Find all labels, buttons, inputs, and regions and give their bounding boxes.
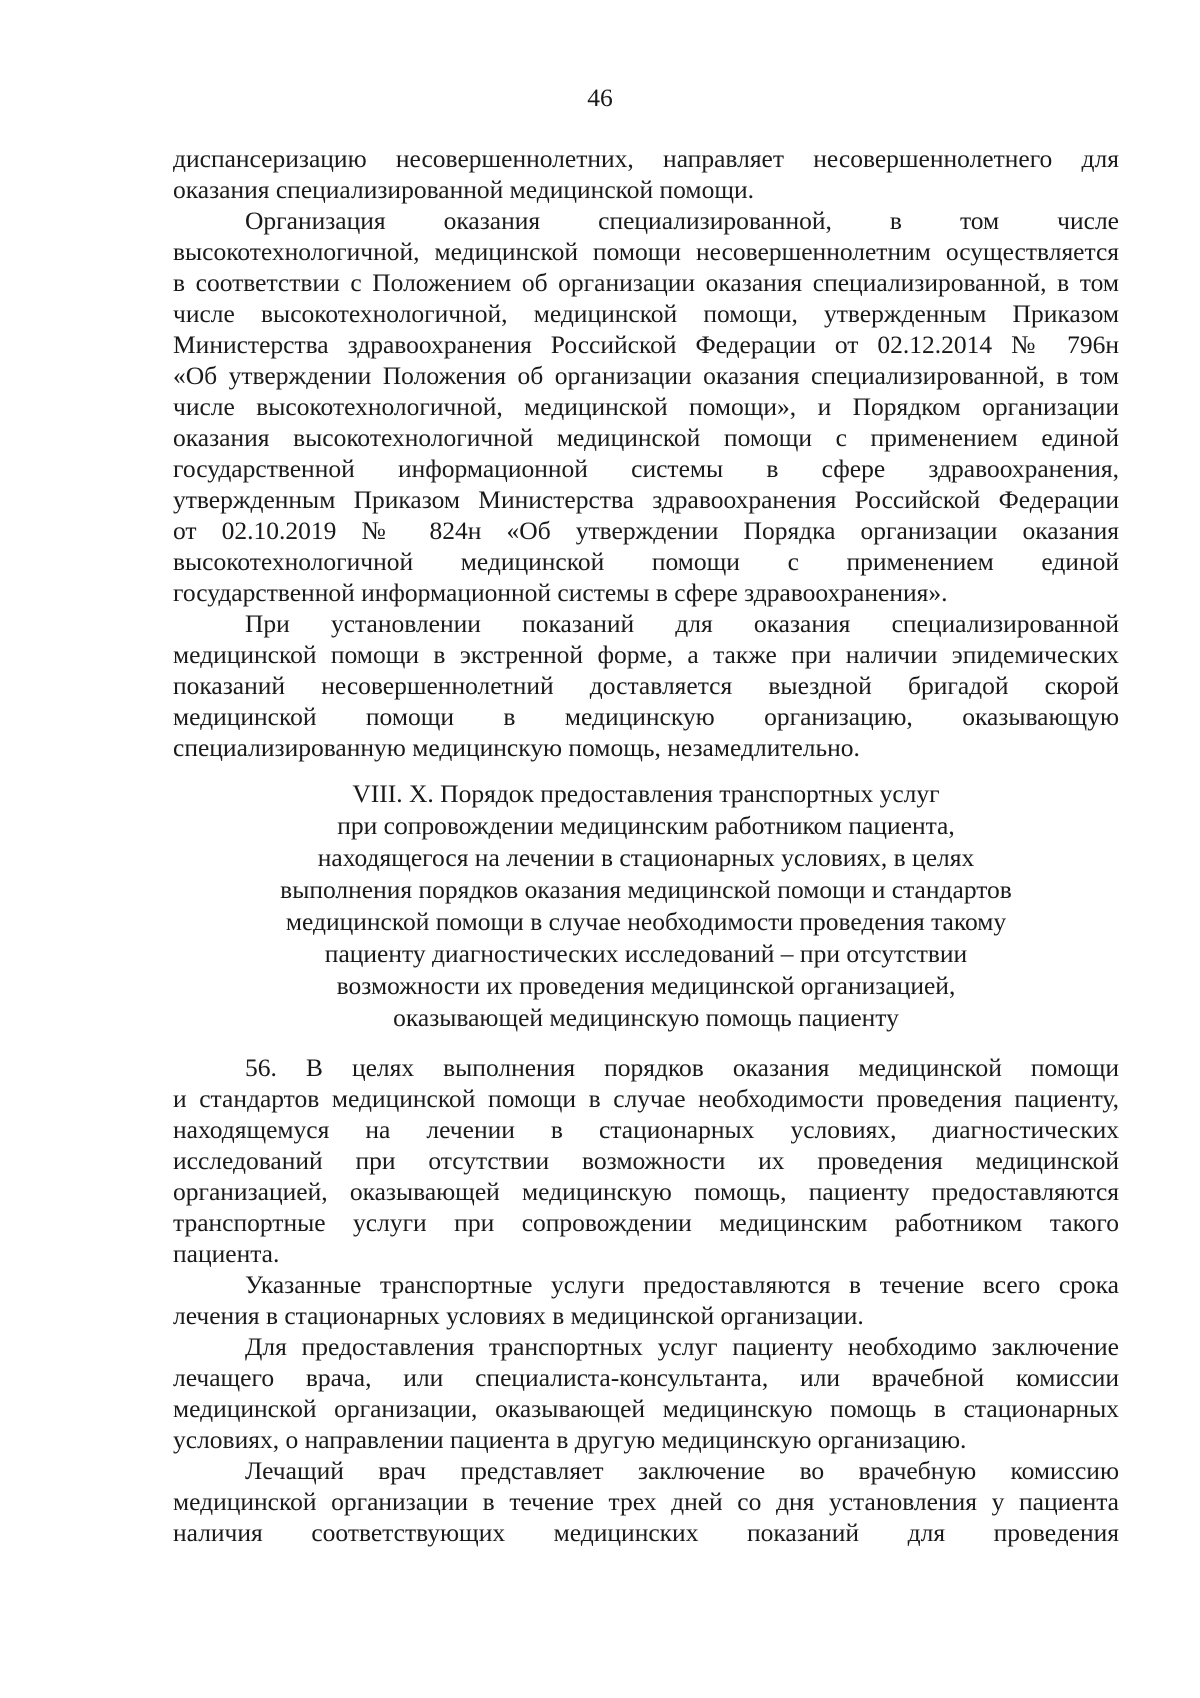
text-line: в соответствии с Положением об организации оказания специализированной, в том: [173, 268, 1119, 297]
text-line: числе высокотехнологичной, медицинской помощи», и Порядком организации: [173, 392, 1119, 421]
text-line: транспортные услуги при сопровождении медицинским работником такого: [173, 1208, 1119, 1237]
text-line: диспансеризацию несовершеннолетних, направляет несовершеннолетнего для: [173, 144, 1119, 173]
text-line: 56. В целях выполнения порядков оказания медицинской помощи: [245, 1053, 1119, 1082]
text-line: лечения в стационарных условиях в медицинской организации.: [173, 1301, 864, 1330]
text-line: медицинской организации в течение трех дней со дня установления у пациента: [173, 1487, 1119, 1516]
heading-line: VIII. X. Порядок предоставления транспортных услуг: [352, 779, 940, 808]
text-line: Для предоставления транспортных услуг пациенту необходимо заключение: [245, 1332, 1119, 1361]
heading-line: пациенту диагностических исследований – при отсутствии: [324, 939, 968, 968]
text-line: числе высокотехнологичной, медицинской помощи, утвержденным Приказом: [173, 299, 1119, 328]
text-line: организацией, оказывающей медицинскую помощь, пациенту предоставляются: [173, 1177, 1119, 1206]
text-line: оказания высокотехнологичной медицинской помощи с применением единой: [173, 423, 1119, 452]
section-heading: [173, 778, 1119, 1034]
text-line: высокотехнологичной, медицинской помощи несовершеннолетним осуществляется: [173, 237, 1119, 266]
text-line: от 02.10.2019 № 824н «Об утверждении Порядка организации оказания: [173, 516, 1119, 545]
text-line: находящемуся на лечении в стационарных условиях, диагностических: [173, 1115, 1119, 1144]
page-number: 46: [587, 83, 613, 112]
text-line: При установлении показаний для оказания специализированной: [245, 609, 1119, 638]
text-line: показаний несовершеннолетний доставляется выездной бригадой скорой: [173, 671, 1119, 700]
heading-line: возможности их проведения медицинской организацией,: [336, 971, 956, 1000]
heading-line: находящегося на лечении в стационарных условиях, в целях: [317, 843, 975, 872]
text-line: пациента.: [173, 1239, 280, 1268]
text-line: наличия соответствующих медицинских показаний для проведения: [173, 1518, 1119, 1547]
text-line: исследований при отсутствии возможности их проведения медицинской: [173, 1146, 1119, 1175]
text-line: лечащего врача, или специалиста-консультанта, или врачебной комиссии: [173, 1363, 1119, 1392]
heading-line: оказывающей медицинскую помощь пациенту: [393, 1003, 899, 1032]
text-line: медицинской помощи в экстренной форме, а также при наличии эпидемических: [173, 640, 1119, 669]
text-line: условиях, о направлении пациента в другую медицинскую организацию.: [173, 1425, 967, 1454]
text-line: оказания специализированной медицинской помощи.: [173, 175, 754, 204]
text-line: медицинской помощи в медицинскую организацию, оказывающую: [173, 702, 1119, 731]
text-line: государственной информационной системы в сфере здравоохранения,: [173, 454, 1119, 483]
text-line: утвержденным Приказом Министерства здравоохранения Российской Федерации: [173, 485, 1119, 514]
paragraphs-block-1: [173, 143, 1119, 763]
heading-line: выполнения порядков оказания медицинской помощи и стандартов: [280, 875, 1012, 904]
text-line: Лечащий врач представляет заключение во врачебную комиссию: [245, 1456, 1119, 1485]
text-line: «Об утверждении Положения об организации оказания специализированной, в том: [173, 361, 1119, 390]
text-line: Указанные транспортные услуги предоставляются в течение всего срока: [245, 1270, 1119, 1299]
text-line: и стандартов медицинской помощи в случае необходимости проведения пациенту,: [173, 1084, 1119, 1113]
text-line: Организация оказания специализированной, в том числе: [245, 206, 1119, 235]
heading-line: при сопровождении медицинским работником пациента,: [337, 811, 955, 840]
text-line: специализированную медицинскую помощь, незамедлительно.: [173, 733, 860, 762]
text-line: государственной информационной системы в сфере здравоохранения».: [173, 578, 948, 607]
text-line: высокотехнологичной медицинской помощи с применением единой: [173, 547, 1119, 576]
paragraphs-block-2: [173, 1052, 1119, 1548]
text-line: Министерства здравоохранения Российской Федерации от 02.12.2014 № 796н: [173, 330, 1119, 359]
heading-line: медицинской помощи в случае необходимости проведения такому: [285, 907, 1007, 936]
text-line: медицинской организации, оказывающей медицинскую помощь в стационарных: [173, 1394, 1119, 1423]
